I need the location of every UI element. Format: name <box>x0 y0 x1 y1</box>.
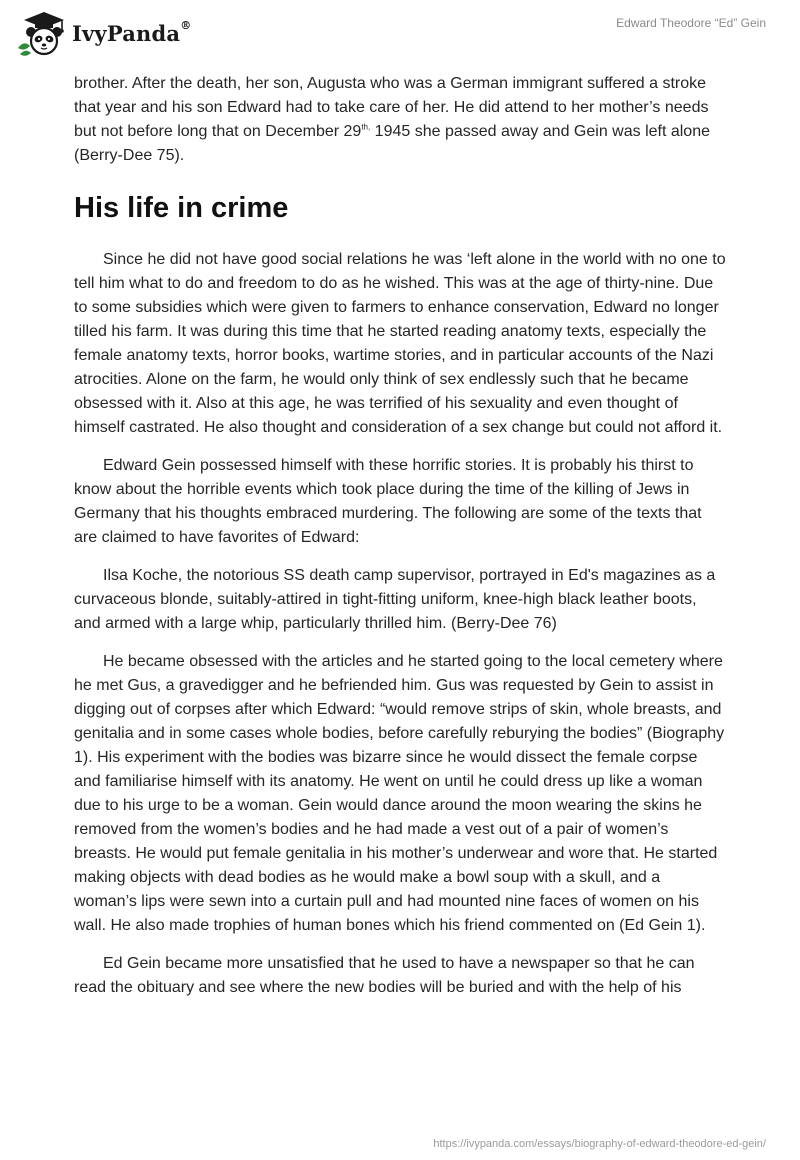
paragraph: Since he did not have good social relations he was ‘left alone in the world with no one to tell him what to do and freedom to do as he wished. This was at the age of thirty-nine. Due to some subsidies which were given to farmers to enhance conservation, Edward no longer tilled his farm. It was during this time that he started reading anatomy texts, especially the female anatomy texts, horror books, wartime stories, and in particular accounts of the Nazi atrocities. Alone on the farm, he would only think of sex endlessly such that he became obsessed with it. Also at this age, he was terrified of his sexuality and even thought of himself castrated. He also thought and consideration of a sex change but could not afford it. <box>74 251 726 436</box>
registered-mark: ® <box>180 18 192 32</box>
paragraph-continued: brother. After the death, her son, Augusta who was a German immigrant suffered a stroke that year and his son Edward had to take care of her. He did attend to her mother’s needs but not before long that on December $29^{th,}$ 1945 she passed away and Gein was left alone (Berry-Dee 75). <box>74 75 710 164</box>
paragraph: Edward Gein possessed himself with these horrific stories. It is probably his thirst to know about the horrible events which took place during the time of the killing of Jews in Germany that his thoughts embraced murdering. The following are some of the texts that are claimed to have favorites of Edward: <box>74 457 702 546</box>
ordinal-suffix: th, <box>361 122 371 132</box>
paragraph: He became obsessed with the articles and he started going to the local cemetery where he met Gus, a gravedigger and he befriended him. Gus was requested by Gein to assist in digging out of corpses after which Edward: “would remove strips of skin, whole breasts, and genitalia and in some cases whole bodies, before carefully reburying the bodies” (Biography 1). His experiment with the bodies was bizarre since he would dissect the female corpse and familiarise himself with its anatomy. He went on until he could dress up like a woman due to his urge to be a woman. Gein would dance around the moon wearing the skins he removed from the women’s bodies and he had made a vest out of a pair of women’s breasts. He would put female genitalia in his mother’s underwear and wore that. He started making objects with dead bodies as he would make a bowl soup with a skull, and a woman’s lips were sewn into a curtain pull and had mounted nine faces of women on his wall. He also made trophies of human bones which his friend commented on (Ed Gein 1). <box>74 653 725 934</box>
block-quote: Ilsa Koche, the notorious SS death camp supervisor, portrayed in Ed's magazines as a curvaceous blonde, suitably-attired in tight-fitting uniform, knee-high black leather boots, and armed with a large whip, particularly thrilled him. (Berry-Dee 76) <box>74 567 716 632</box>
paragraph: Ed Gein became more unsatisfied that he used to have a newspaper so that he can read the obituary and see where the new bodies will be buried and with the help of his <box>74 955 695 996</box>
panda-graduate-icon <box>14 8 70 58</box>
section-heading: His life in crime <box>74 192 289 224</box>
document-title: Edward Theodore “Ed” Gein <box>616 16 766 30</box>
source-url[interactable]: https://ivypanda.com/essays/biography-of-edward-theodore-ed-gein/ <box>433 1138 766 1150</box>
essay-body <box>74 72 726 1014</box>
page-header <box>0 0 800 64</box>
brand-name: IvyPanda® <box>72 18 192 46</box>
brand-logo[interactable] <box>14 8 191 58</box>
